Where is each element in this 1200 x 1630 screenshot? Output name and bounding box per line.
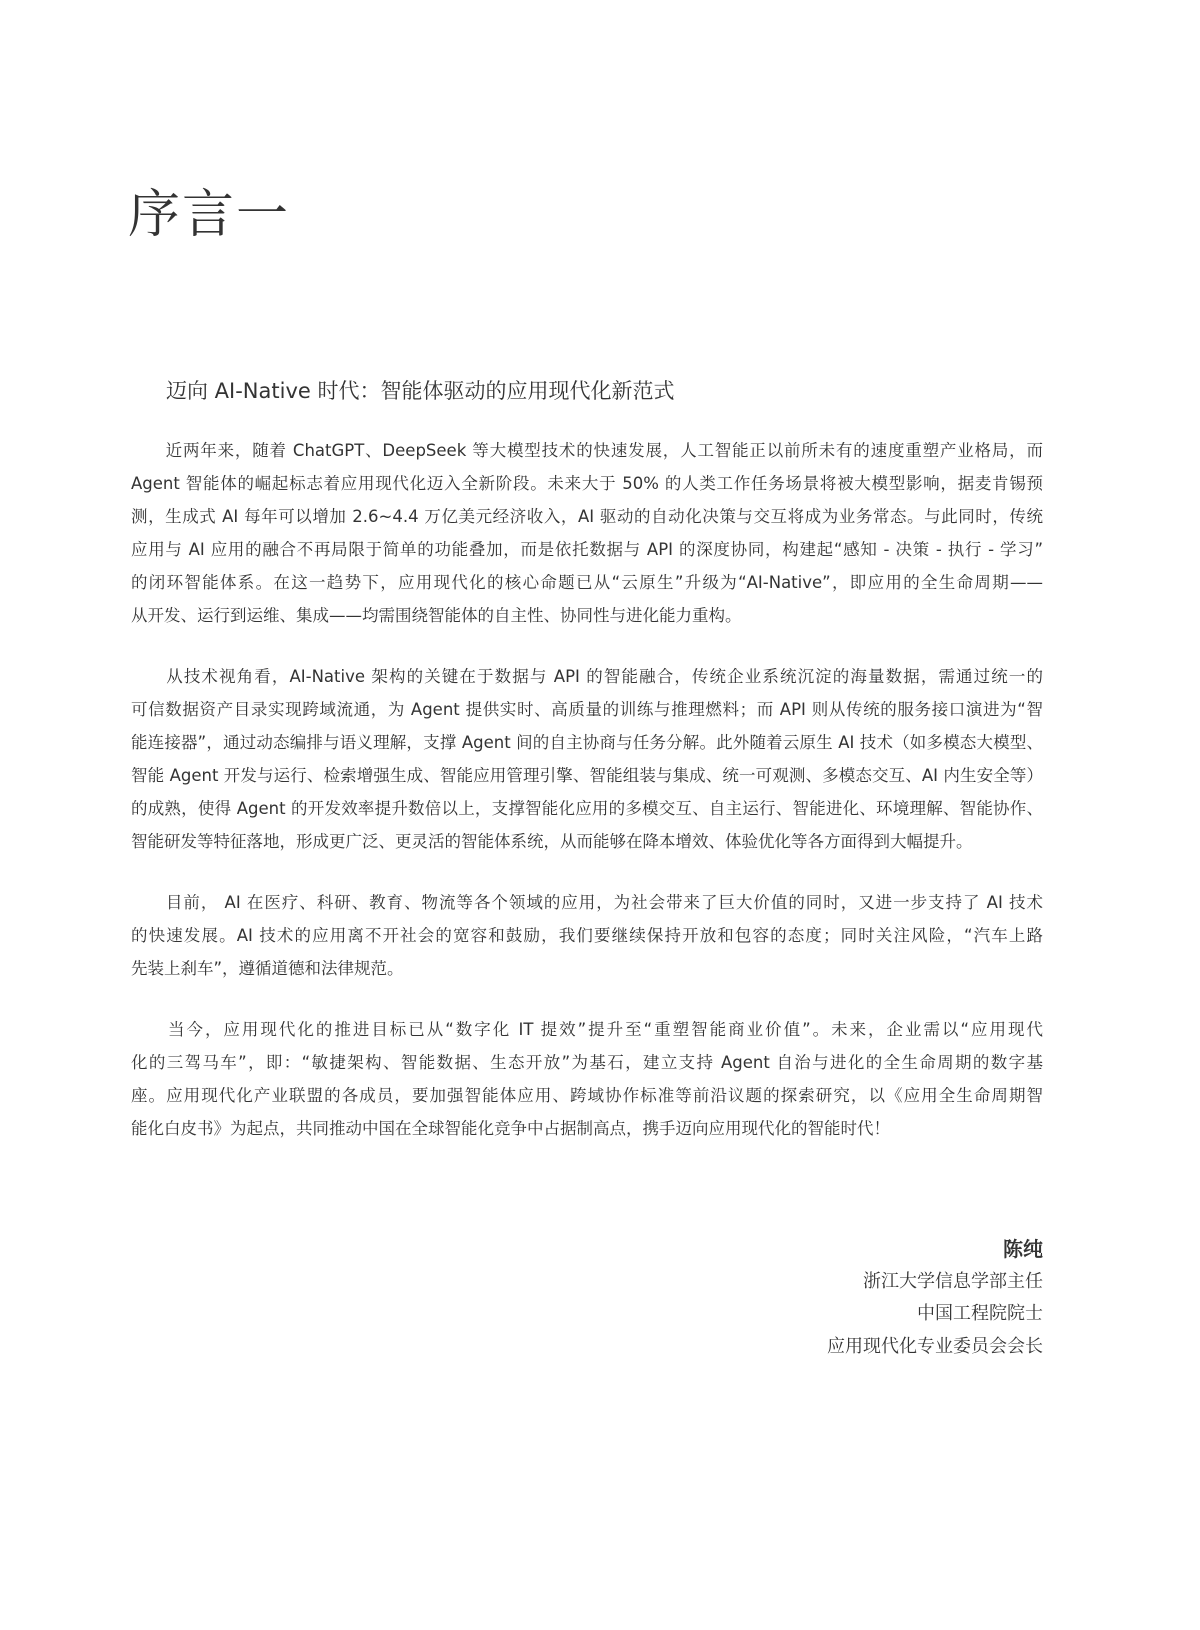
paragraph-line: 能连接器”，通过动态编排与语义理解，支撑 Agent 间的自主协商与任务分解。此外随着云原生 AI 技术（如多模态大模型、: [131, 733, 1043, 752]
paragraph-line: 的快速发展。AI 技术的应用离不开社会的宽容和鼓励，我们要继续保持开放和包容的态度；同时关注风险，“汽车上路: [131, 926, 1043, 945]
paragraph-line: 近两年来，随着 ChatGPT、DeepSeek 等大模型技术的快速发展，人工智能正以前所未有的速度重塑产业格局，而: [131, 441, 1043, 460]
paragraph-line: Agent 智能体的崛起标志着应用现代化迈入全新阶段。未来大于 50% 的人类工作任务场景将被大模型影响，据麦肯锡预: [131, 474, 1043, 493]
body-text: [131, 434, 1043, 1173]
author-name: 陈纯: [1003, 1237, 1043, 1261]
paragraph: [131, 660, 1043, 858]
paragraph-line: 能化白皮书》为起点，共同推动中国在全球智能化竞争中占据制高点，携手迈向应用现代化的智能时代！: [131, 1119, 890, 1138]
author-title: 浙江大学信息学部主任: [863, 1270, 1043, 1292]
paragraph-line: 的闭环智能体系。在这一趋势下，应用现代化的核心命题已从“云原生”升级为“AI-Native”，即应用的全生命周期——: [131, 573, 1043, 592]
paragraph: [131, 886, 1043, 985]
signature-block: [827, 1233, 1043, 1363]
paragraph-line: 测，生成式 AI 每年可以增加 2.6~4.4 万亿美元经济收入，AI 驱动的自动化决策与交互将成为业务常态。与此同时，传统: [131, 507, 1043, 526]
paragraph-line: 化的三驾马车”，即：“敏捷架构、智能数据、生态开放”为基石，建立支持 Agent 自治与进化的全生命周期的数字基: [131, 1053, 1043, 1072]
paragraph-line: 的成熟，使得 Agent 的开发效率提升数倍以上，支撑智能化应用的多模交互、自主运行、智能进化、环境理解、智能协作、: [131, 799, 1043, 818]
paragraph-line: 智能研发等特征落地，形成更广泛、更灵活的智能体系统，从而能够在降本增效、体验优化等各方面得到大幅提升。: [131, 832, 973, 851]
paragraph-line: 当今，应用现代化的推进目标已从“数字化 IT 提效”提升至“重塑智能商业价值”。未来，企业需以“应用现代: [131, 1020, 1043, 1039]
paragraph: [131, 434, 1043, 632]
author-title: 中国工程院院士: [917, 1303, 1043, 1324]
paragraph-line: 从开发、运行到运维、集成——均需围绕智能体的自主性、协同性与进化能力重构。: [131, 606, 742, 625]
paragraph-line: 从技术视角看，AI-Native 架构的关键在于数据与 API 的智能融合，传统企业系统沉淀的海量数据，需通过统一的: [131, 667, 1043, 686]
page-title: 序言一: [128, 185, 291, 245]
author-title: 应用现代化专业委员会会长: [827, 1335, 1043, 1357]
paragraph-line: 可信数据资产目录实现跨域流通，为 Agent 提供实时、高质量的训练与推理燃料；而 API 则从传统的服务接口演进为“智: [131, 700, 1043, 719]
paragraph-line: 目前， AI 在医疗、科研、教育、物流等各个领域的应用，为社会带来了巨大价值的同时，又进一步支持了 AI 技术: [131, 893, 1043, 912]
paragraph-line: 座。应用现代化产业联盟的各成员，要加强智能体应用、跨域协作标准等前沿议题的探索研究，以《应用全生命周期智: [131, 1086, 1043, 1105]
paragraph: [131, 1013, 1043, 1145]
section-subtitle: 迈向 AI-Native 时代：智能体驱动的应用现代化新范式: [166, 379, 675, 403]
paragraph-line: 先装上刹车”，遵循道德和法律规范。: [131, 959, 404, 978]
paragraph-line: 应用与 AI 应用的融合不再局限于简单的功能叠加，而是依托数据与 API 的深度协同，构建起“感知 - 决策 - 执行 - 学习”: [131, 540, 1043, 559]
paragraph-line: 智能 Agent 开发与运行、检索增强生成、智能应用管理引擎、智能组装与集成、统一可观测、多模态交互、AI 内生安全等）: [131, 766, 1043, 785]
